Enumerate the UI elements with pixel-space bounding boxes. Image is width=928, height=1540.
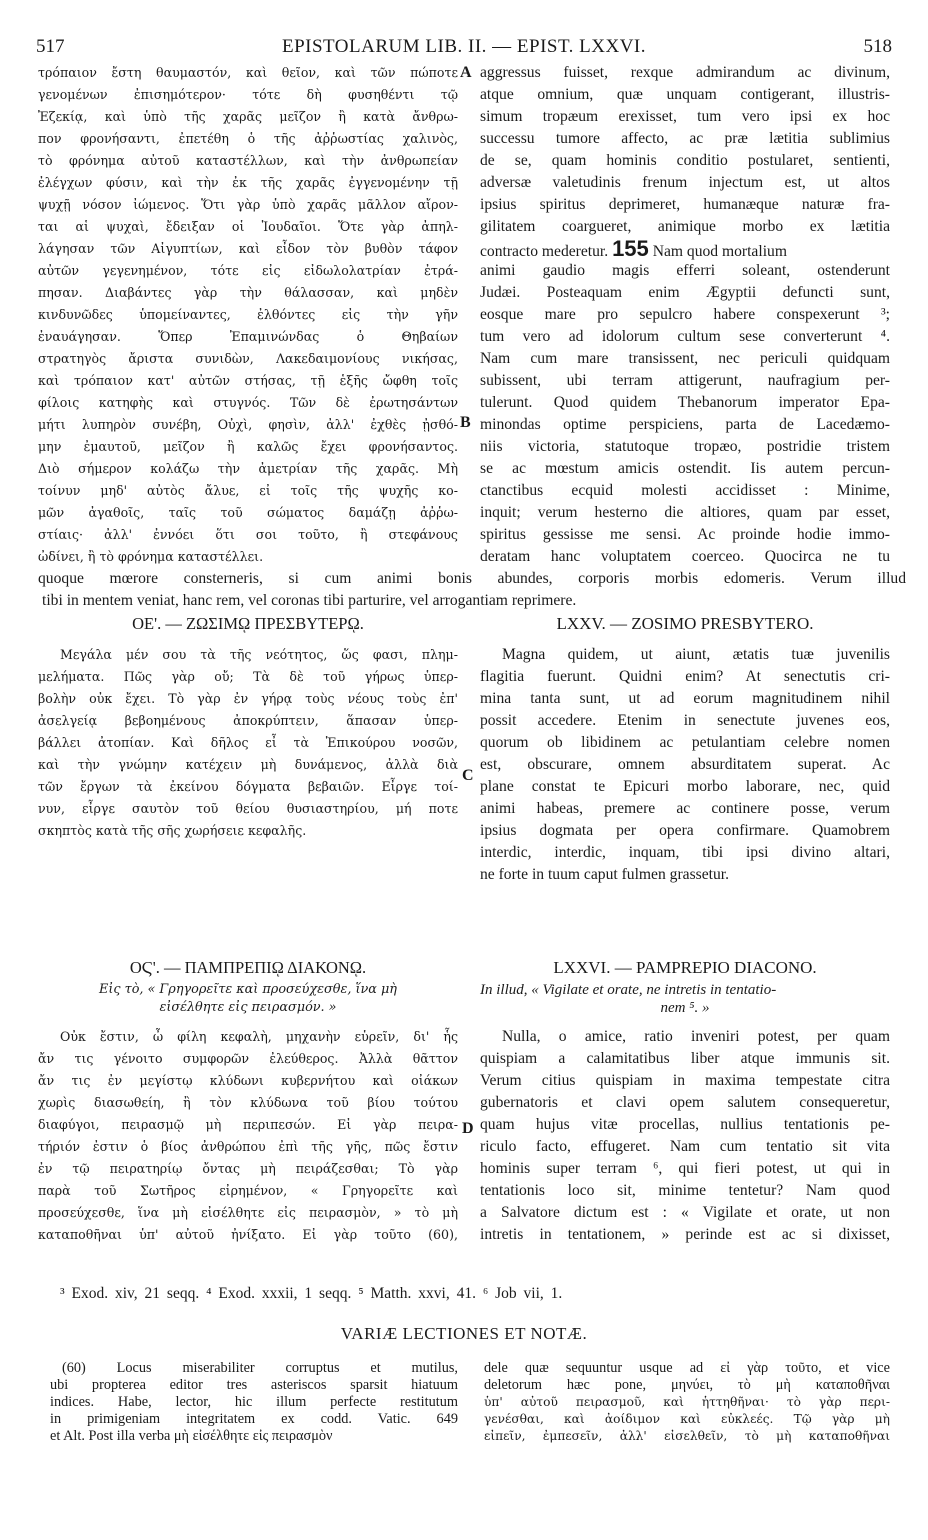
section-number: 155 [612, 238, 649, 261]
latin-line: animi habeas, premere ac continere posse, verum [480, 800, 890, 817]
latin-line: intretis in tentationem, » perinde est ac si dixisset, [480, 1226, 890, 1243]
latin-line: riculo facto, effugeret. Nam cum tentatio sit vita [480, 1138, 890, 1155]
latin-line: atque omnium, quæ unquam contigerant, illustris- [480, 86, 890, 103]
latin-line: gilitatem coargueret, animique morbo ex lætitia [480, 218, 890, 235]
latin-line: possit accedere. Etenim in senectute juvenes eos, [480, 712, 890, 729]
latin-line: quam hujus vitæ procellas, nullius tentationis pe- [480, 1116, 890, 1133]
greek-line: Ἐζεκίᾳ, καὶ ὑπὸ τῆς χαρᾶς μεῖζον ἢ κατὰ ἄνθρω- [38, 109, 458, 124]
latin-line-end: Nam quod mortalium [652, 243, 787, 260]
greek-line: βάλλει ἀτοπίαν. Καὶ δῆλος εἶ τὰ Ἐπικούρου νοσῶν, [38, 735, 458, 750]
note-line: indices. Habe, lector, hic illum perfecte restitutum [50, 1394, 458, 1410]
latin-line: deratam hanc voluptatem coerceo. Quocirca ne tu [480, 548, 890, 565]
greek-line: παρὰ τοῦ Σωτῆρος εἰρημένον, « Γρηγορεῖτε καὶ [38, 1183, 458, 1198]
greek-line: στρατηγὸς ἄριστα συνιδὼν, Λακεδαιμονίους νικήσας, [38, 351, 458, 366]
latin-line: Magna quidem, ut aiunt, ætatis tuæ juvenilis [502, 646, 890, 663]
page-number-left: 517 [36, 36, 65, 57]
latin-line: tulerunt. Quod quidem Thebanorum imperator Epa- [480, 394, 890, 411]
greek-line: ἐναυάγησαν. Ὅπερ Ἐπαμινώνδας ὁ Θηβαίων [38, 329, 458, 344]
greek-line: πησαν. Διαβάντες γὰρ τὴν θάλασσαν, καὶ μηδὲν [38, 285, 458, 300]
greek-line: τοίνυν μηδ' αὐτὸς ἄλυε, εἰ τοῖς τῆς ψυχῆς κο- [38, 483, 458, 498]
note-line: deletorum hæc pone, μηνύει, τὸ μὴ καταποθῆναι [484, 1377, 890, 1393]
latin-line: de se, quam hominis conditio postularet, sentienti, [480, 152, 890, 169]
greek-line: φίλοις κατηφὴς καὶ στυγνός. Τῶν δὲ ἐρωτησάντων [38, 395, 458, 410]
margin-marker-d: D [462, 1120, 474, 1137]
latin-line: spiritus gessisse me sensi. Ac proinde hodie immo- [480, 526, 890, 543]
latin-line: tentationis loco sit, minime tentetur? Nam quod [480, 1182, 890, 1199]
greek-line: Οὐκ ἔστιν, ὦ φίλη κεφαλὴ, μηχανὴν εὑρεῖν, δι' ἧς [60, 1029, 458, 1044]
latin-line: aggressus fuisset, rexque admirandum ac divinum, [480, 64, 890, 81]
full-width-line: quoque mœrore consterneris, si cum animi bonis abundes, corporis morbis edomeris. Verum illud [38, 570, 906, 587]
greek-line: χωρὶς διασωθείη, ἢ τὸν κλύδωνα τοῦ βίου τούτου [38, 1095, 458, 1110]
greek-heading-ep76: ΟϚ'. — ΠΑΜΠΡΕΠΙῼ ΔΙΑΚΟΝῼ. [129, 958, 367, 977]
greek-line: στίαις· ἀλλ' ἐννόει ὅτι σοι τοῦτο, ἢ στεφάνους [38, 527, 458, 542]
latin-line: inquit; verum hesterno die altiores, quam par esset, [480, 504, 890, 521]
greek-line: πον φρονήσαντι, ἐπετέθη ὁ τῆς ἀῤῥωστίας χαλινὸς, [38, 131, 458, 146]
full-width-line: tibi in mentem veniat, hanc rem, vel coronas tibi parturire, vel arrogantiam reprimere. [42, 592, 577, 609]
latin-line: successu tumore affecto, ac præ lætitia sublimius [480, 130, 890, 147]
latin-line: flagitia fuerunt. Quidni enim? At senectutis cri- [480, 668, 890, 685]
note-line-text: et Alt. Post illa verba μὴ εἰσέλθητε εἰς πειρασμὸν [50, 1428, 333, 1444]
latin-line: minondas optime perspiciens, parta de Lacedæmo- [480, 416, 890, 433]
latin-line: a Salvatore dictum est : « Vigilate et orate, ut non [480, 1204, 890, 1221]
greek-line: καὶ τὴν γνώμην κατέχειν μὴ δυνάμενος, ἀλλὰ διὰ [38, 757, 458, 772]
greek-line: καταποθῆναι ὑπ' αὐτοῦ ἠνίξατο. Εἰ γὰρ τοῦτο (60), [38, 1227, 458, 1242]
greek-line: ἄν τις ἐν μεγίστῳ κλύδωνι κυβερνήτου καὶ οἰάκων [38, 1073, 458, 1088]
latin-line: ne forte in tuum caput fulmen grassetur. [480, 866, 729, 883]
greek-line: ἄν τις γένοιτο συμφορῶν ἐλεύθερος. Ἀλλὰ θᾶττον [38, 1051, 458, 1066]
greek-line: αὐτῶν γεγενημένον, τότε εἰς εἰδωλολατρίαν ἐτρά- [38, 263, 458, 278]
greek-line: γενομένων ἐπισημότερον· τότε δὴ φυσηθέντι τῷ [38, 87, 458, 102]
latin-heading-ep76: LXXVI. — PAMPREPIO DIACONO. [553, 958, 817, 977]
greek-line: ἐλέγχων φύσιν, καὶ τὴν ἐκ τῆς χαρᾶς ἐγγενομένην τῇ [38, 175, 458, 190]
greek-line: τήριόν ἐστιν ὁ βίος ἀνθρώπου ἐπὶ τῆς γῆς, πῶς ἔστιν [38, 1139, 458, 1154]
latin-line: subissent, ubi terram attigerunt, naufragium per- [480, 372, 890, 389]
greek-line: Διὸ σήμερον κολάζω τὴν ἀμετρίαν τῆς χαρᾶς. Μὴ [38, 461, 458, 476]
latin-subheading-2: nem ⁵. » [660, 1000, 710, 1016]
page-number-right: 518 [863, 36, 892, 57]
latin-subheading-1: In illud, « Vigilate et orate, ne intretis in tentatio- [480, 982, 777, 998]
latin-line: interdic, interdic, inquam, tibi ipsi divino altari, [480, 844, 890, 861]
note-line [50, 1428, 458, 1445]
greek-line: κινδυνῶδες ὑπομείναντες, ἐλθόντες εἰς τὴν γῆν [38, 307, 458, 322]
greek-line: καὶ τρόπαιον κατ' αὐτῶν στήσας, τῇ ἑξῆς ὤφθη τοῖς [38, 373, 458, 388]
latin-line: quispiam a calamitatibus liber atque immunis sit. [480, 1050, 890, 1067]
latin-line: hominis super terram ⁶, qui fieri potest, ut qui in [480, 1160, 890, 1177]
variae-lectiones-heading: VARIÆ LECTIONES ET NOTÆ. [340, 1324, 588, 1343]
greek-line: μην ἐμαυτοῦ, μεῖζον ἢ καλῶς ἔχει φρονήσαντος. [38, 439, 458, 454]
note-line: εἰπεῖν, ἐμπεσεῖν, ἀλλ' εἰσελθεῖν, τὸ μὴ καταποθῆναι [484, 1429, 890, 1443]
greek-line: προσεύχεσθε, ἵνα μὴ εἰσέλθητε εἰς πειρασμὸν, » τὸ μὴ [38, 1205, 458, 1220]
greek-subheading-1: Εἰς τὸ, « Γρηγορεῖτε καὶ προσεύχεσθε, ἵνα μὴ [99, 982, 397, 997]
greek-line: τρόπαιον ἔστη θαυμαστόν, καὶ θεῖον, καὶ τῶν πώποτε [38, 65, 458, 80]
note-line: ubi propterea editor tres asteriscos sparsit hiatuum [50, 1377, 458, 1393]
latin-line: ctanctibus ecquid molesti accidisset : Minime, [480, 482, 890, 499]
footnotes: ³ Exod. xiv, 21 seqq. ⁴ Exod. xxxii, 1 seqq. ⁵ Matth. xxvi, 41. ⁶ Job vii, 1. [60, 1285, 563, 1302]
note-line: (60) Locus miserabiliter corruptus et mutilus, [62, 1360, 458, 1376]
latin-line: niis victoria, statutoque tropæo, postridie tristem [480, 438, 890, 455]
running-head [36, 36, 892, 58]
greek-line: βολὴν οὐκ ἔχει. Τὸ γὰρ ἐν γήρᾳ τοὺς νέους τοὺς ἐπ' [38, 691, 458, 706]
latin-line: mina tanta sunt, ut ad eorum magnitudinem nihil [480, 690, 890, 707]
greek-heading-ep75: ΟΕ'. — ΖΩΣΙΜῼ ΠΡΕΣΒΥΤΕΡῼ. [132, 614, 364, 633]
latin-line: Nulla, o amice, ratio inveniri potest, per quam [502, 1028, 890, 1045]
latin-line: est, obscurare, omnem absurditatem superat. Ac [480, 756, 890, 773]
latin-line: ipsius spiritus deprimeret, humanæque naturæ fra- [480, 196, 890, 213]
note-line: γενέσθαι, καὶ ἀοίδιμον καὶ εὐκλεές. Τῷ γὰρ μὴ [484, 1412, 890, 1426]
greek-line: τῶν ἔργων τὰ ἐκείνου δόγματα βεβαιῶν. Εἶργε τοί- [38, 779, 458, 794]
greek-line: ψυχῇ νόσον ἰώμενος. Ὅτι γὰρ ὑπὸ χαρᾶς μᾶλλον αἴρον- [38, 197, 458, 212]
greek-line: μήτι λυπηρὸν συνέβη, Οὐχὶ, φησὶν, ἀλλ' ἐχθὲς ᾐσθό- [38, 417, 458, 432]
greek-line: τὸ φρόνημα αὐτοῦ καταστέλλων, καὶ τὴν ἀνθρωπείαν [38, 153, 458, 168]
latin-heading-ep75: LXXV. — ZOSIMO PRESBYTERO. [556, 614, 814, 633]
margin-marker-a: A [460, 64, 472, 81]
latin-line: adversæ valetudinis frenum injectum est, ut altos [480, 174, 890, 191]
greek-line: ἐν τῷ πειρατηρίῳ ὄντας μὴ πειράζεσθαι; Τὸ γὰρ [38, 1161, 458, 1176]
greek-line: λάγησαν τῶν Αἰγυπτίων, καὶ εἶδον τὸν βυθὸν τάφον [38, 241, 458, 256]
latin-line: gubernatoris et clavi opem salutem consequeretur, [480, 1094, 890, 1111]
running-title: EPISTOLARUM LIB. II. — EPIST. LXXVI. [281, 36, 647, 57]
latin-line: animi gaudio magis efferri soleant, ostenderunt [480, 262, 890, 279]
latin-line-with-section-number [480, 238, 890, 262]
greek-line: διαφύγοι, πειρασμῷ μὴ περιπεσών. Εἰ γὰρ πειρα- [38, 1117, 458, 1132]
greek-line: σκηπτὸς κατὰ τῆς σῆς χωρήσειε κεφαλῆς. [38, 823, 307, 838]
latin-line-start: contracto mederetur. [480, 243, 609, 260]
latin-line: Nam cum mare transissent, nec periculi quidquam [480, 350, 890, 367]
greek-line: μῶν ἀγαθοῖς, ταῖς τοῦ σώματος δαμάζῃ ἀῤῥω- [38, 505, 458, 520]
latin-line: Judæi. Posteaquam enim Ægyptii defuncti sunt, [480, 284, 890, 301]
greek-line: νυν, εἶργε σαυτὸν τοῦ θείου θυσιαστηρίου, μή ποτε [38, 801, 458, 816]
greek-line: ται αἱ ψυχαὶ, ἔδειξαν οἱ Ἰουδαῖοι. Ὅτε γὰρ ἀπηλ- [38, 219, 458, 234]
latin-line: eosque mare pro sepulcro habere conspexerunt ³; [480, 306, 890, 323]
latin-line: simum tropæum erexisset, tum vero ipsi ex hoc [480, 108, 890, 125]
note-line: ὑπ' αὐτοῦ πειρασμοῦ, καὶ ἡττηθῆναι· τὸ γὰρ περι- [484, 1395, 890, 1409]
greek-line: ἀσελγείᾳ βεβοημένους ἀποκρύπτειν, ἅπασαν ὑπερ- [38, 713, 458, 728]
greek-line: μελήματα. Πῶς γὰρ οὔ; Τὰ δὲ τοῦ γήρως ὑπερ- [38, 669, 458, 684]
note-line: in primigeniam integritatem ex codd. Vatic. 649 [50, 1411, 458, 1427]
latin-line: tum vero ad idolorum cultum sese converterunt ⁴. [480, 328, 890, 345]
latin-line: se ac mœstum amicis ostendit. Iis autem percun- [480, 460, 890, 477]
margin-marker-c: C [462, 767, 474, 784]
greek-line: Μεγάλα μέν σου τὰ τῆς νεότητος, ὥς φασι, πλημ- [60, 647, 458, 662]
latin-line: ipsius dogmata per opera confirmare. Quamobrem [480, 822, 890, 839]
margin-marker-b: B [460, 414, 471, 431]
greek-line: ὠδίνει, ἢ τὸ φρόνημα καταστέλλει. [38, 549, 264, 564]
latin-line: Verum citius quispiam in maxima tempestate citra [480, 1072, 890, 1089]
greek-subheading-2: εἰσέλθητε εἰς πειρασμόν. » [159, 1000, 337, 1015]
latin-line: plane constat te Epicuri morbo laborare, nec, quid [480, 778, 890, 795]
note-line: dele quæ sequuntur usque ad εἰ γὰρ τοῦτο, et vice [484, 1360, 890, 1376]
latin-line: quorum ob libidinem ac petulantiam celebre nomen [480, 734, 890, 751]
